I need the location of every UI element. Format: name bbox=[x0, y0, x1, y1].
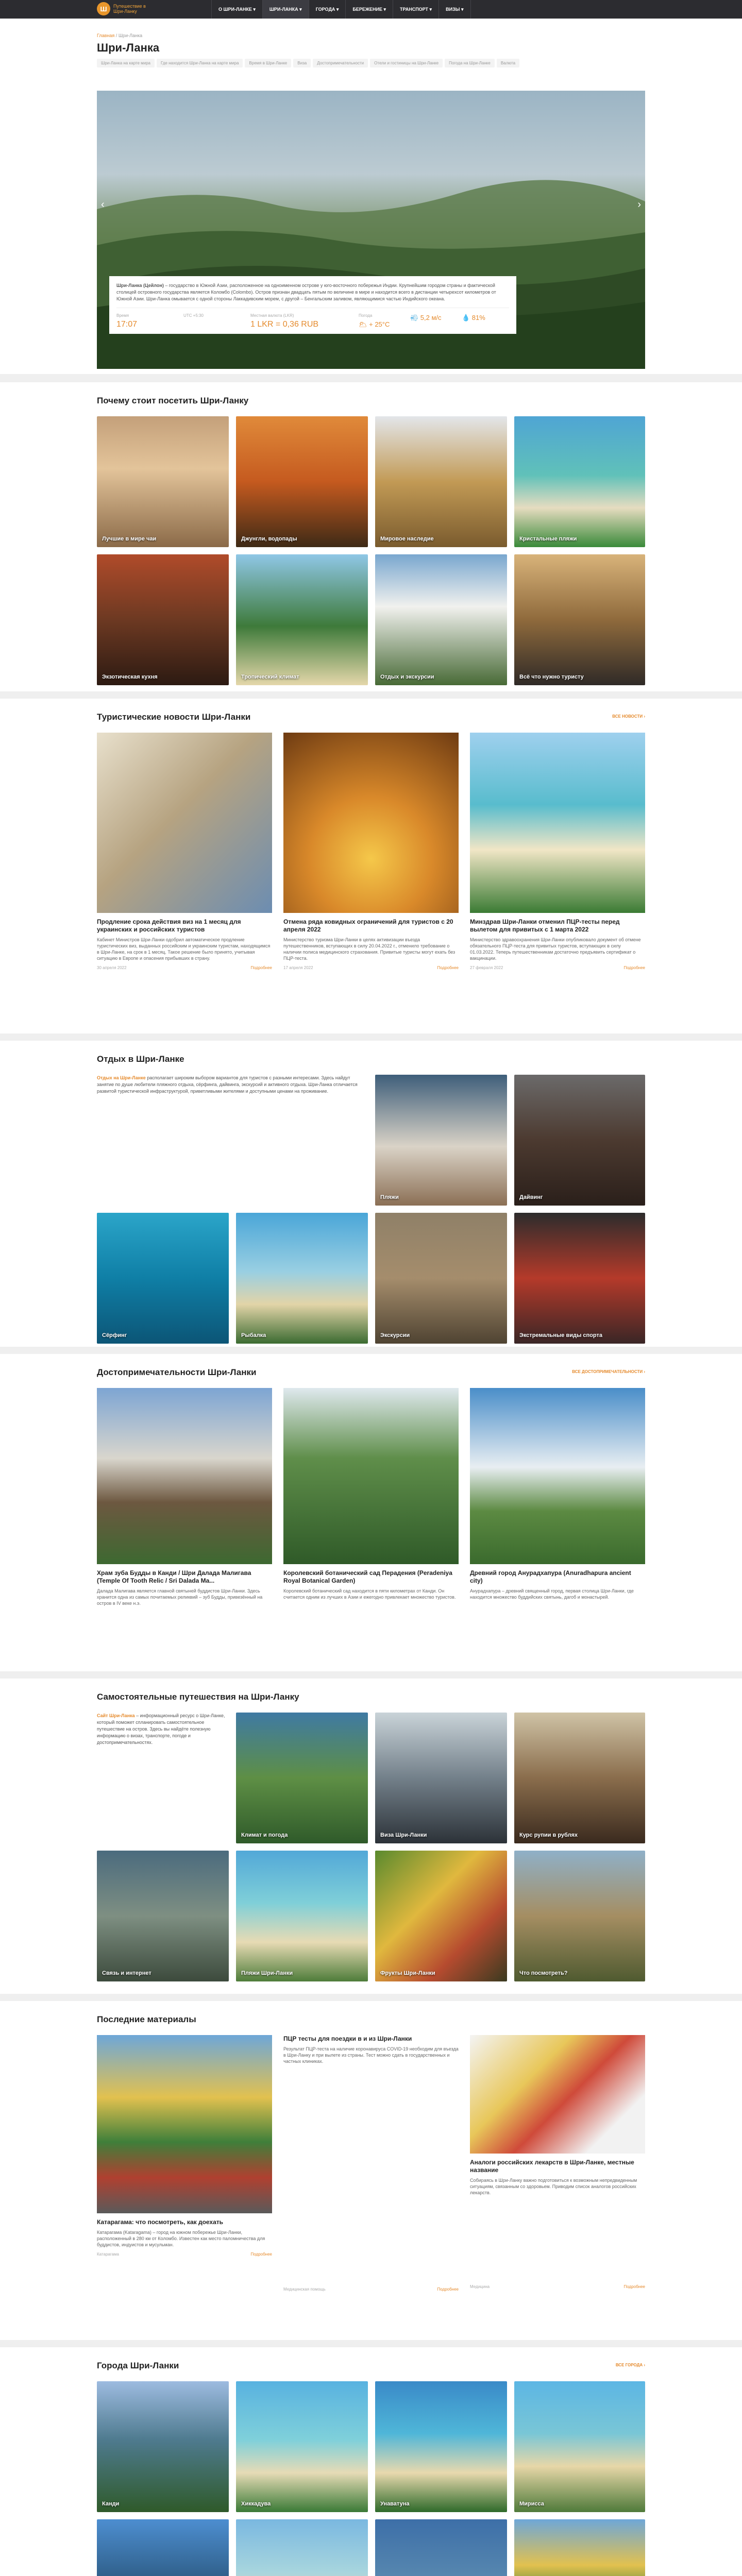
latest-image bbox=[470, 2035, 645, 2154]
city-card[interactable] bbox=[236, 2519, 368, 2576]
nav-srilanka[interactable]: ШРИ-ЛАНКА ▾ bbox=[263, 0, 309, 19]
page-title: Шри-Ланка bbox=[97, 41, 160, 54]
breadcrumb-home[interactable]: Главная bbox=[97, 33, 115, 38]
city-card[interactable]: Мирисса bbox=[514, 2381, 645, 2512]
city-card[interactable] bbox=[375, 2519, 507, 2576]
nav-visas[interactable]: ВИЗЫ ▾ bbox=[439, 0, 470, 19]
breadcrumb: Главная / Шри-Ланка bbox=[97, 33, 143, 38]
nav-transport[interactable]: ТРАНСПОРТ ▾ bbox=[393, 0, 439, 19]
why-card[interactable]: Мировое наследие bbox=[375, 416, 507, 547]
news-more-link[interactable]: ВСЕ НОВОСТИ › bbox=[612, 714, 645, 719]
nav-coast[interactable]: БЕРЕЖЕНИЕ ▾ bbox=[346, 0, 393, 19]
hero-section bbox=[0, 19, 742, 374]
latest-item[interactable]: Катарагама: что посмотреть, как доехать Катарагама (Kataragama) – город на южном побережье Шри-Ланки, расположенный в 280 км от Коломбо. Известен как место паломничества для буддистов, индуистов и мусульман. Катарагама Подробнее bbox=[97, 2035, 272, 2257]
tag[interactable]: Погода на Шри-Ланке bbox=[445, 59, 495, 67]
tag[interactable]: Где находится Шри-Ланка на карте мира bbox=[157, 59, 243, 67]
slider-prev-icon[interactable]: ‹ bbox=[101, 199, 105, 210]
cities-more-link[interactable]: ВСЕ ГОРОДА › bbox=[616, 2363, 645, 2367]
main-nav bbox=[211, 0, 471, 19]
sight-item[interactable]: Королевский ботанический сад Перадения (Peradeniya Royal Botanical Garden) Королевский ботанический сад находится в пяти километрах от Канди. Он считается одним из лучших в Азии и ежегодно привлекает множество туристов. bbox=[283, 1388, 459, 1600]
news-section bbox=[0, 699, 742, 1033]
tag[interactable]: Достопримечательности bbox=[313, 59, 368, 67]
stats-row bbox=[116, 308, 509, 328]
rest-section bbox=[0, 1041, 742, 1347]
sight-item[interactable]: Храм зуба Будды в Канди / Шри Далада Малигава (Temple Of Tooth Relic / Sri Dalada Ma... Далада Малигава является главной святыней буддистов Шри-Ланки. Здесь хранится одна из самых почитаемых реликвий – зуб Будды, привезённый на остров в IV веке н.э. bbox=[97, 1388, 272, 1606]
slider-next-icon[interactable]: › bbox=[637, 199, 641, 210]
news-item[interactable]: Отмена ряда ковидных ограничений для туристов с 20 апреля 2022 Министерство туризма Шри-Ланки в целях активизации въезда путешественников, вступающих в силу 20.04.2022 г., отменило требование о наличии полиса медицинского страхования. Привитые туристы могут ехать без ПЦР-теста. 17 апреля 2022 Подробнее bbox=[283, 733, 459, 970]
news-image bbox=[470, 733, 645, 913]
city-card[interactable] bbox=[97, 2519, 229, 2576]
news-item[interactable]: Минздрав Шри-Ланки отменил ПЦР-тесты перед вылетом для привитых с 1 марта 2022 Министерство здравоохранения Шри-Ланки опубликовало документ об отмене обязательного ПЦР-теста для привитых туристов, вступающих в силу 01.03.2022. Теперь путешественникам достаточно предъявить сертификат о вакцинации. 27 февраля 2022 Подробнее bbox=[470, 733, 645, 970]
sights-more-link[interactable]: ВСЕ ДОСТОПРИМЕЧАТЕЛЬНОСТИ › bbox=[572, 1369, 645, 1374]
cities-section bbox=[0, 2347, 742, 2576]
tag[interactable]: Время в Шри-Ланке bbox=[245, 59, 291, 67]
stat-time: Время 17:07 bbox=[116, 313, 138, 329]
indep-card[interactable]: Пляжи Шри-Ланки bbox=[236, 1851, 368, 1981]
indep-text: Сайт Шри-Ланка – информационный ресурс о Шри-Ланке, который поможет спланировать самостоятельное путешествие на остров. Здесь вы найдёте полезную информацию о визах, транспорте, погоде и достопримечательностях. bbox=[97, 1713, 225, 1745]
indep-section bbox=[0, 1679, 742, 1994]
indep-title: Самостоятельные путешествия на Шри-Ланку bbox=[97, 1692, 299, 1702]
rest-card[interactable]: Рыбалка bbox=[236, 1213, 368, 1344]
why-section bbox=[0, 382, 742, 691]
rest-card[interactable]: Экскурсии bbox=[375, 1213, 507, 1344]
tag[interactable]: Валюта bbox=[497, 59, 519, 67]
indep-card[interactable]: Что посмотреть? bbox=[514, 1851, 645, 1981]
tag[interactable]: Шри-Ланка на карте мира bbox=[97, 59, 155, 67]
news-item[interactable]: Продление срока действия виз на 1 месяц для украинских и российских туристов Кабинет Министров Шри-Ланки одобрил автоматическое продление туристических виз, выданных российским и украинским туристам, находящимся в Шри-Ланке, на срок в 1 месяц. Такое решение было принято, учитывая ситуацию в Европе и опасения прибывших в страну. 30 апреля 2022 Подробнее bbox=[97, 733, 272, 970]
stat-wind: 💨 5,2 м/с bbox=[410, 314, 442, 321]
hero-image bbox=[97, 91, 645, 369]
latest-title: Последние материалы bbox=[97, 2014, 196, 2024]
rest-card[interactable]: Дайвинг bbox=[514, 1075, 645, 1206]
why-card[interactable]: Тропический климат bbox=[236, 554, 368, 685]
city-card[interactable]: Хиккадува bbox=[236, 2381, 368, 2512]
why-card[interactable]: Всё что нужно туристу bbox=[514, 554, 645, 685]
why-card[interactable]: Отдых и экскурсии bbox=[375, 554, 507, 685]
top-navbar bbox=[0, 0, 742, 19]
city-card[interactable] bbox=[514, 2519, 645, 2576]
sights-title: Достопримечательности Шри-Ланки bbox=[97, 1367, 257, 1377]
news-image bbox=[283, 733, 459, 913]
rest-title: Отдых в Шри-Ланке bbox=[97, 1054, 184, 1064]
latest-section bbox=[0, 2001, 742, 2340]
sights-section bbox=[0, 1354, 742, 1671]
latest-item[interactable]: ПЦР тесты для поездки в и из Шри-Ланки Результат ПЦР-теста на наличие коронавируса COVID-19 необходим для въезда в Шри-Ланку и при вылете из страны. Тест можно сдать в государственных и частных клиниках. Медицинская помощь Подробнее bbox=[283, 2035, 459, 2292]
indep-card[interactable]: Курс рупии в рублях bbox=[514, 1713, 645, 1843]
nav-about[interactable]: О ШРИ-ЛАНКЕ ▾ bbox=[211, 0, 263, 19]
why-card[interactable]: Джунгли, водопады bbox=[236, 416, 368, 547]
hero-info-box: Шри-Ланка (Цейлон) – государство в Южной Азии, расположенное на одноименном острове у юго-восточного побережья Индии. Крупнейшим городом страны и фактической столицей островного государства является Коломбо (Colombo). Остров признан двадцать пятым по величине в мире и находится всего в дистанции четырехсот километров от Южной Азии. Шри-Ланка омывается с одной стороны Лаккадивским морем, с другой – Бенгальским заливом, являющимися частью Индийского океана. Время 17:07 UTC +5:30 Местная валюта (LKR) 1 LKR = 0,36 RUB Погода 🌥 + 25°C 💨 5,2 м/с 💧 81% bbox=[109, 276, 516, 334]
rest-card[interactable]: Сёрфинг bbox=[97, 1213, 229, 1344]
rest-card[interactable]: Пляжи bbox=[375, 1075, 507, 1206]
news-image bbox=[97, 733, 272, 913]
sight-image bbox=[283, 1388, 459, 1564]
logo-text: Путешествие в Шри-Ланку bbox=[113, 4, 146, 14]
why-card[interactable]: Экзотическая кухня bbox=[97, 554, 229, 685]
why-card[interactable]: Кристальные пляжи bbox=[514, 416, 645, 547]
city-card[interactable]: Унаватуна bbox=[375, 2381, 507, 2512]
news-title: Туристические новости Шри-Ланки bbox=[97, 712, 251, 722]
logo-icon: Ш bbox=[97, 2, 110, 15]
stat-humidity: 💧 81% bbox=[462, 314, 485, 321]
indep-card[interactable]: Виза Шри-Ланки bbox=[375, 1713, 507, 1843]
rest-text: Отдых на Шри-Ланке располагает широким выбором вариантов для туристов с разными интересами. Здесь найдут занятие по душе любители пляжного отдыха, сёрфинга, дайвинга, экскурсий и активного отдыха. Шри-Ланка отличается развитой туристической инфраструктурой, приветливыми жителями и доступными ценами на проживание. bbox=[97, 1075, 358, 1094]
sight-item[interactable]: Древний город Анурадхапура (Anuradhapura ancient city) Анурадхапура – древний священный город, первая столица Шри-Ланки, где находится множество буддийских святынь, дагоб и монастырей. bbox=[470, 1388, 645, 1600]
city-card[interactable]: Канди bbox=[97, 2381, 229, 2512]
sight-image bbox=[97, 1388, 272, 1564]
stat-utc: UTC +5:30 bbox=[183, 313, 204, 318]
stat-currency: Местная валюта (LKR) 1 LKR = 0,36 RUB bbox=[250, 313, 319, 329]
indep-card[interactable]: Связь и интернет bbox=[97, 1851, 229, 1981]
rest-card[interactable]: Экстремальные виды спорта bbox=[514, 1213, 645, 1344]
latest-item[interactable]: Аналоги российских лекарств в Шри-Ланке, местные название Собираясь в Шри-Ланку важно подготовиться к возможным непредвиденным ситуациям, связанным со здоровьем. Приводим список аналогов российских лекарств. Медицина Подробнее bbox=[470, 2035, 645, 2289]
site-logo[interactable] bbox=[97, 2, 149, 15]
tag[interactable]: Отели и гостиницы на Шри-Ланке bbox=[370, 59, 443, 67]
nav-cities[interactable]: ГОРОДА ▾ bbox=[309, 0, 346, 19]
sight-image bbox=[470, 1388, 645, 1564]
cities-title: Города Шри-Ланки bbox=[97, 2361, 179, 2370]
tag[interactable]: Виза bbox=[293, 59, 311, 67]
why-card[interactable]: Лучшие в мире чаи bbox=[97, 416, 229, 547]
stat-weather: Погода 🌥 + 25°C bbox=[359, 313, 390, 328]
indep-card[interactable]: Климат и погода bbox=[236, 1713, 368, 1843]
tag-list bbox=[97, 59, 645, 70]
indep-card[interactable]: Фрукты Шри-Ланки bbox=[375, 1851, 507, 1981]
why-title: Почему стоит посетить Шри-Ланку bbox=[97, 396, 249, 405]
latest-image bbox=[97, 2035, 272, 2213]
